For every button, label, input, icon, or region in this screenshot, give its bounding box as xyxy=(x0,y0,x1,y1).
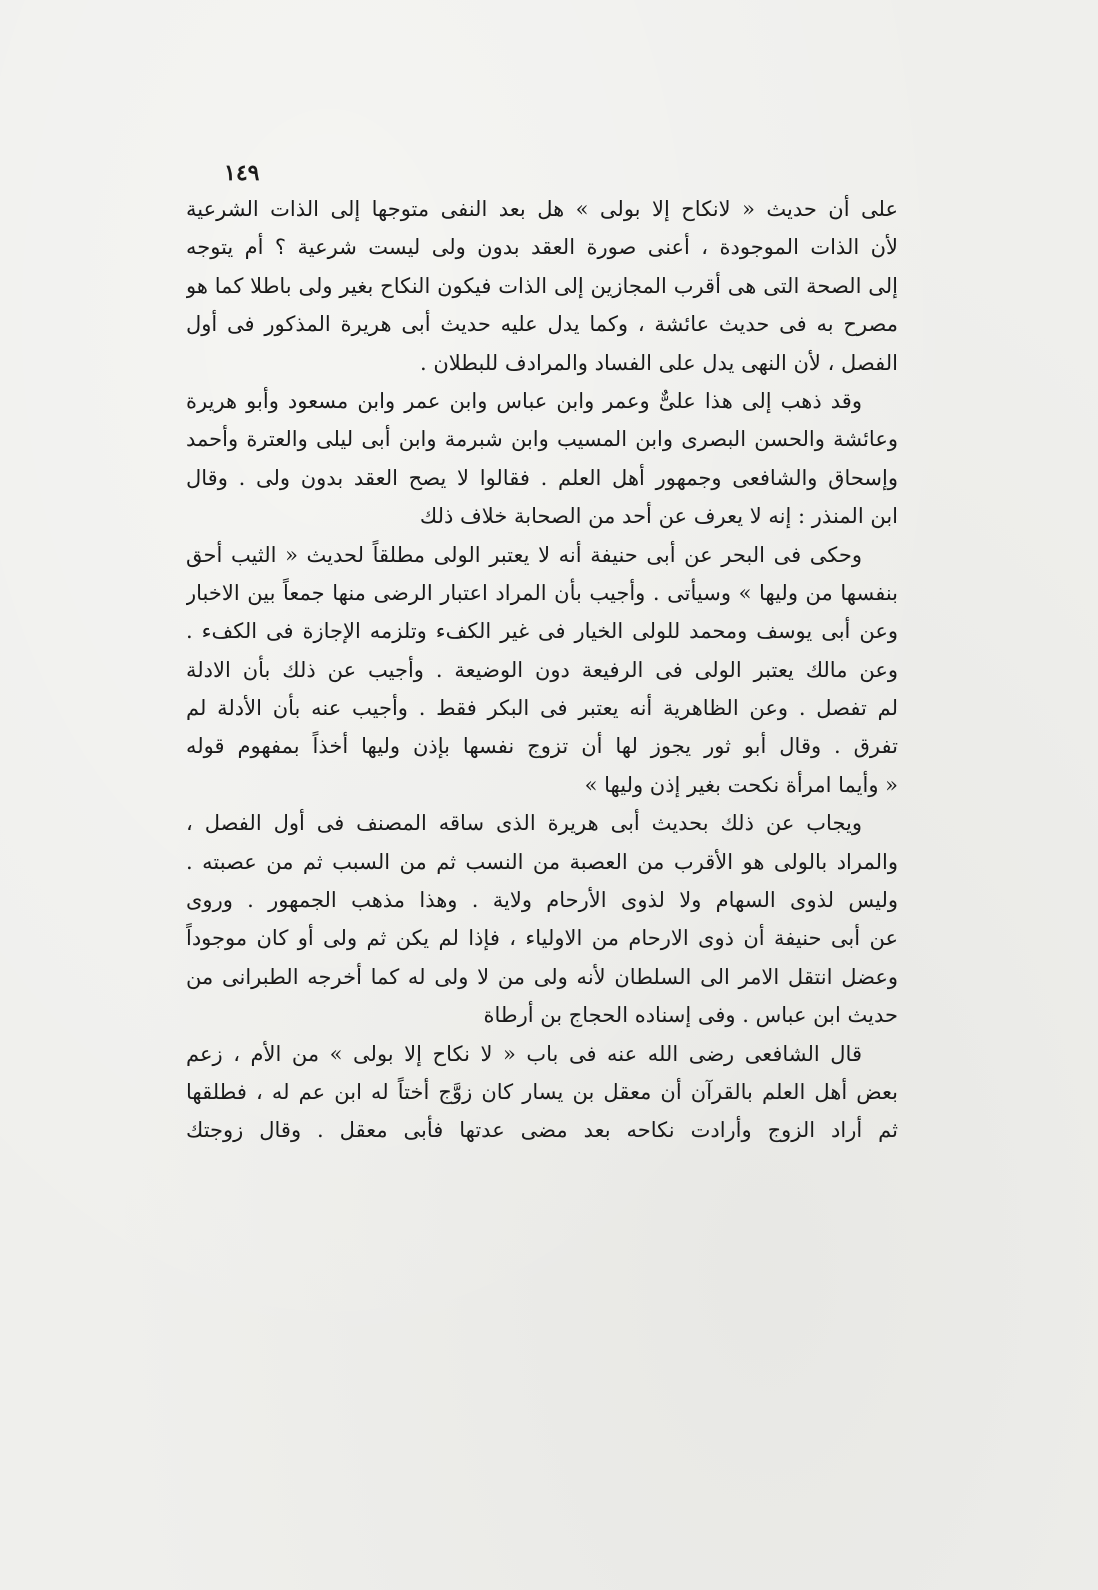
text-line: إلى الصحة التى هى أقرب المجازين إلى الذات فيكون النكاح بغير ولى باطلا كما هو xyxy=(186,273,898,298)
text-line: وعضل انتقل الامر الى السلطان لأنه ولى من لا ولى له كما أخرجه الطبرانى من xyxy=(186,964,898,989)
text-line: وليس لذوى السهام ولا لذوى الأرحام ولاية . وهذا مذهب الجمهور . وروى xyxy=(186,888,898,913)
page-number: ١٤٩ xyxy=(224,160,260,186)
text-line: حديث ابن عباس . وفى إسناده الحجاج بن أرطاة xyxy=(483,1003,898,1028)
text-line: وعن مالك يعتبر الولى فى الرفيعة دون الوضيعة . وأجيب عن ذلك بأن الادلة xyxy=(186,657,898,682)
text-line: وإسحاق والشافعى وجمهور أهل العلم . فقالوا لا يصح العقد بدون ولى . وقال xyxy=(186,465,898,490)
text-line: وعن أبى يوسف ومحمد للولى الخيار فى غير الكفء وتلزمه الإجازة فى الكفء . xyxy=(186,619,898,644)
text-line: قال الشافعى رضى الله عنه فى باب « لا نكاح إلا بولى » من الأم ، زعم xyxy=(186,1041,862,1066)
text-line: الفصل ، لأن النهى يدل على الفساد والمرادف للبطلان . xyxy=(419,350,898,375)
text-line: بعض أهل العلم بالقرآن أن معقل بن يسار كان زوَّج أختاً له ابن عم له ، فطلقها xyxy=(186,1079,898,1104)
text-line: وقد ذهب إلى هذا علىٌّ وعمر وابن عباس وابن عمر وابن مسعود وأبو هريرة xyxy=(186,388,862,413)
text-line: ابن المنذر : إنه لا يعرف عن أحد من الصحابة خلاف ذلك xyxy=(419,504,898,529)
text-line: بنفسها من وليها » وسيأتى . وأجيب بأن المراد اعتبار الرضى منها جمعاً بين الاخبار xyxy=(186,580,898,605)
text-line: وحكى فى البحر عن أبى حنيفة أنه لا يعتبر الولى مطلقاً لحديث « الثيب أحق xyxy=(186,542,862,567)
text-line: ثم أراد الزوج وأرادت نكاحه بعد مضى عدتها فأبى معقل . وقال زوجتك xyxy=(186,1118,898,1143)
text-line: والمراد بالولى هو الأقرب من العصبة من النسب ثم من السبب ثم من عصبته . xyxy=(186,849,898,874)
text-line: عن أبى حنيفة أن ذوى الارحام من الاولياء ، فإذا لم يكن ثم ولى أو كان موجوداً xyxy=(186,926,898,951)
text-line: على أن حديث « لانكاح إلا بولى » هل بعد النفى متوجها إلى الذات الشرعية xyxy=(186,197,898,221)
text-line: ويجاب عن ذلك بحديث أبى هريرة الذى ساقه المصنف فى أول الفصل ، xyxy=(186,811,862,836)
text-line: تفرق . وقال أبو ثور يجوز لها أن تزوج نفسها بإذن وليها أخذاً بمفهوم قوله xyxy=(186,734,898,759)
text-line: لم تفصل . وعن الظاهرية أنه يعتبر فى البكر فقط . وأجيب عنه بأن الأدلة لم xyxy=(186,696,898,721)
text-line: وعائشة والحسن البصرى وابن المسيب وابن شبرمة وابن أبى ليلى والعترة وأحمد xyxy=(186,427,898,452)
body-text xyxy=(186,190,898,1150)
text-line: « وأيما امرأة نكحت بغير إذن وليها » xyxy=(584,772,898,797)
text-line: مصرح به فى حديث عائشة ، وكما يدل عليه حديث أبى هريرة المذكور فى أول xyxy=(186,312,898,337)
text-line: لأن الذات الموجودة ، أعنى صورة العقد بدون ولى ليست شرعية ؟ أم يتوجه xyxy=(186,235,898,260)
